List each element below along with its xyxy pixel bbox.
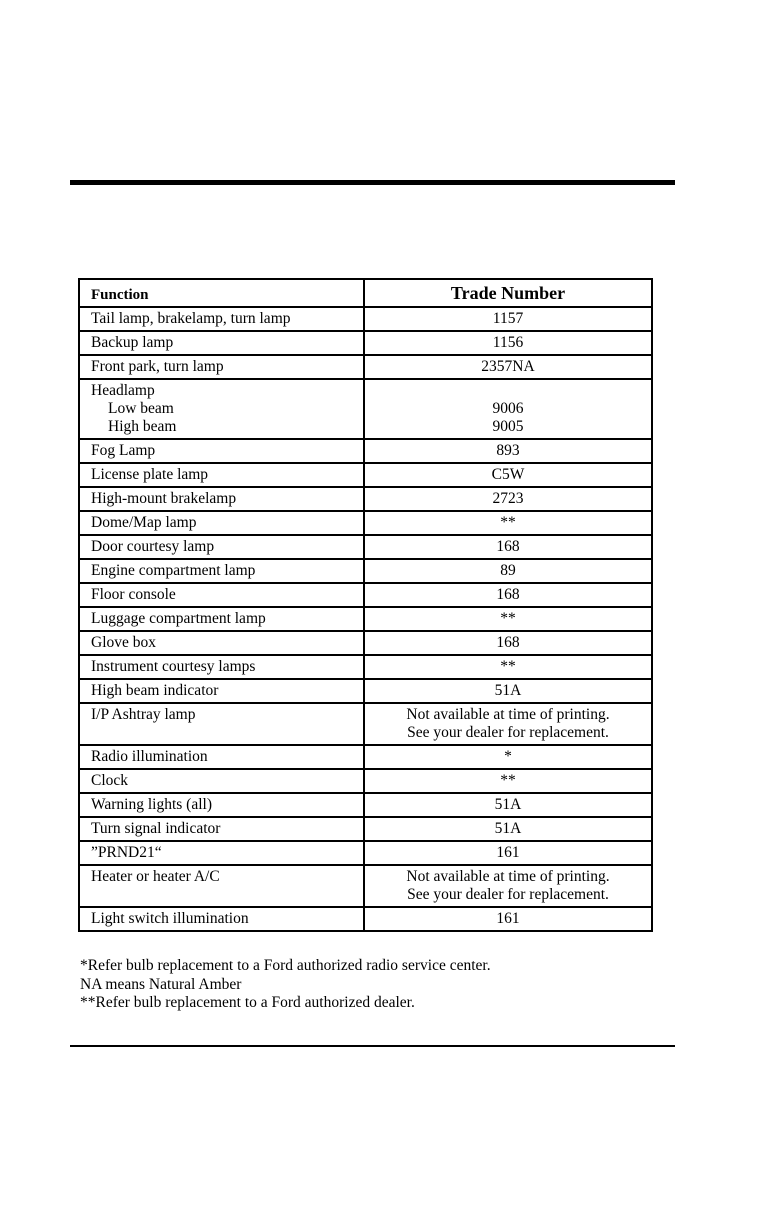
- function-cell: Clock: [80, 770, 365, 792]
- table-row: [80, 606, 651, 630]
- sub-function-label: High beam: [108, 418, 177, 435]
- function-cell: Heater or heater A/C: [80, 866, 365, 906]
- trade-cell: **: [500, 514, 516, 531]
- function-cell: Instrument courtesy lamps: [80, 656, 365, 678]
- trade-cell: 893: [496, 442, 520, 459]
- trade-cell: [365, 866, 651, 906]
- sub-function-label: Low beam: [108, 400, 174, 417]
- function-cell: Tail lamp, brakelamp, turn lamp: [80, 308, 365, 330]
- table-row: [80, 462, 651, 486]
- function-cell: Warning lights (all): [80, 794, 365, 816]
- function-cell: [80, 380, 365, 438]
- trade-cell: 168: [496, 538, 520, 555]
- table-row: [80, 330, 651, 354]
- bulb-table: [78, 278, 653, 932]
- footnote: **Refer bulb replacement to a Ford authorized dealer.: [80, 994, 415, 1011]
- function-cell: Front park, turn lamp: [80, 356, 365, 378]
- trade-note-line: Not available at time of printing.: [406, 706, 610, 723]
- function-cell: Radio illumination: [80, 746, 365, 768]
- function-cell: ”PRND21“: [80, 842, 365, 864]
- table-row: [80, 582, 651, 606]
- footnote: NA means Natural Amber: [80, 975, 242, 993]
- table-header: [80, 280, 651, 306]
- footnotes: [80, 957, 491, 1013]
- function-cell: Dome/Map lamp: [80, 512, 365, 534]
- trade-cell: 1156: [492, 334, 524, 351]
- trade-cell: 161: [496, 844, 520, 861]
- table-row: [80, 678, 651, 702]
- function-cell: Floor console: [80, 584, 365, 606]
- table-row: [80, 438, 651, 462]
- table-row: [80, 792, 651, 816]
- table-row: [80, 378, 651, 438]
- function-label: Headlamp: [91, 382, 155, 399]
- function-cell: License plate lamp: [80, 464, 365, 486]
- bottom-rule: [70, 1045, 675, 1047]
- function-cell: Glove box: [80, 632, 365, 654]
- table-row: [80, 534, 651, 558]
- trade-cell: 1157: [492, 310, 524, 327]
- trade-cell: 51A: [494, 682, 522, 699]
- function-cell: Door courtesy lamp: [80, 536, 365, 558]
- trade-cell: 2723: [492, 490, 524, 507]
- table-row: [80, 840, 651, 864]
- trade-number-header: Trade Number: [450, 283, 566, 303]
- trade-sub-value: 9005: [492, 418, 524, 435]
- trade-cell: **: [500, 658, 516, 675]
- table-row: [80, 558, 651, 582]
- function-cell: I/P Ashtray lamp: [80, 704, 365, 744]
- function-cell: Fog Lamp: [80, 440, 365, 462]
- trade-sub-value: 9006: [492, 400, 524, 417]
- function-cell: Light switch illumination: [80, 908, 365, 930]
- trade-note-line: See your dealer for replacement.: [407, 724, 609, 741]
- trade-cell: 2357NA: [481, 358, 535, 375]
- trade-cell: 89: [500, 562, 516, 579]
- trade-note-line: See your dealer for replacement.: [407, 886, 609, 903]
- table-row: [80, 654, 651, 678]
- table-row: [80, 486, 651, 510]
- function-cell: Backup lamp: [80, 332, 365, 354]
- table-row: [80, 510, 651, 534]
- top-rule: [70, 180, 675, 185]
- trade-cell: 161: [496, 910, 520, 927]
- table-row: [80, 906, 651, 930]
- function-cell: Engine compartment lamp: [80, 560, 365, 582]
- table-row: [80, 768, 651, 792]
- trade-cell: 168: [496, 634, 520, 651]
- trade-cell: **: [500, 610, 516, 627]
- table-row: [80, 702, 651, 744]
- table-row: [80, 306, 651, 330]
- trade-cell: 51A: [494, 820, 522, 837]
- table-row: [80, 630, 651, 654]
- function-cell: High-mount brakelamp: [80, 488, 365, 510]
- table-row: [80, 354, 651, 378]
- trade-cell: 51A: [494, 796, 522, 813]
- function-cell: High beam indicator: [80, 680, 365, 702]
- table-row: [80, 816, 651, 840]
- trade-note-line: Not available at time of printing.: [406, 868, 610, 885]
- trade-cell: [365, 704, 651, 744]
- trade-cell: 168: [496, 586, 520, 603]
- trade-cell: **: [500, 772, 516, 789]
- table-row: [80, 864, 651, 906]
- function-header: Function: [80, 280, 365, 306]
- footnote: *Refer bulb replacement to a Ford authorized radio service center.: [80, 957, 491, 974]
- table-row: [80, 744, 651, 768]
- function-cell: Turn signal indicator: [80, 818, 365, 840]
- function-cell: Luggage compartment lamp: [80, 608, 365, 630]
- trade-cell: C5W: [491, 466, 525, 483]
- trade-cell: *: [504, 748, 512, 765]
- trade-cell: [365, 380, 651, 438]
